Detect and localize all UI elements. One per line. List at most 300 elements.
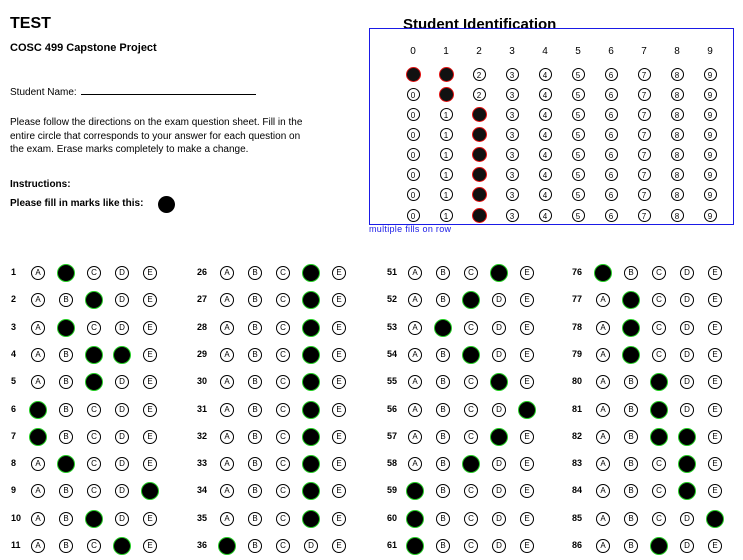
answer-bubble-q28-C[interactable]: C <box>276 321 290 335</box>
answer-bubble-q80-C[interactable] <box>650 373 668 391</box>
answer-bubble-q57-D[interactable] <box>490 428 508 446</box>
answer-bubble-q59-C[interactable]: C <box>464 484 478 498</box>
answer-bubble-q81-B[interactable]: B <box>624 403 638 417</box>
answer-bubble-q61-C[interactable]: C <box>464 539 478 553</box>
answer-bubble-q32-B[interactable]: B <box>248 430 262 444</box>
answer-bubble-q2-A[interactable]: A <box>31 293 45 307</box>
answer-bubble-q36-B[interactable]: B <box>248 539 262 553</box>
answer-bubble-q33-D[interactable] <box>302 455 320 473</box>
answer-bubble-q7-D[interactable]: D <box>115 430 129 444</box>
answer-bubble-q59-B[interactable]: B <box>436 484 450 498</box>
answer-bubble-q53-C[interactable]: C <box>464 321 478 335</box>
id-bubble-row1-digit4[interactable]: 4 <box>539 68 552 81</box>
id-bubble-row5-digit0[interactable]: 0 <box>407 148 420 161</box>
answer-bubble-q27-A[interactable]: A <box>220 293 234 307</box>
id-bubble-row8-digit4[interactable]: 4 <box>539 209 552 222</box>
answer-bubble-q77-E[interactable]: E <box>708 293 722 307</box>
id-bubble-row6-digit5[interactable]: 5 <box>572 168 585 181</box>
id-bubble-row1-digit3[interactable]: 3 <box>506 68 519 81</box>
answer-bubble-q5-E[interactable]: E <box>143 375 157 389</box>
answer-bubble-q10-B[interactable]: B <box>59 512 73 526</box>
id-bubble-row5-digit2[interactable] <box>472 147 487 162</box>
answer-bubble-q86-E[interactable]: E <box>708 539 722 553</box>
id-bubble-row5-digit3[interactable]: 3 <box>506 148 519 161</box>
id-bubble-row3-digit9[interactable]: 9 <box>704 108 717 121</box>
id-bubble-row3-digit6[interactable]: 6 <box>605 108 618 121</box>
answer-bubble-q83-C[interactable]: C <box>652 457 666 471</box>
answer-bubble-q9-B[interactable]: B <box>59 484 73 498</box>
answer-bubble-q84-C[interactable]: C <box>652 484 666 498</box>
answer-bubble-q7-B[interactable]: B <box>59 430 73 444</box>
id-bubble-row1-digit9[interactable]: 9 <box>704 68 717 81</box>
id-bubble-row4-digit3[interactable]: 3 <box>506 128 519 141</box>
answer-bubble-q54-D[interactable]: D <box>492 348 506 362</box>
answer-bubble-q31-B[interactable]: B <box>248 403 262 417</box>
answer-bubble-q27-E[interactable]: E <box>332 293 346 307</box>
answer-bubble-q59-E[interactable]: E <box>520 484 534 498</box>
id-bubble-row3-digit4[interactable]: 4 <box>539 108 552 121</box>
answer-bubble-q36-D[interactable]: D <box>304 539 318 553</box>
answer-bubble-q77-C[interactable]: C <box>652 293 666 307</box>
answer-bubble-q86-A[interactable]: A <box>596 539 610 553</box>
answer-bubble-q30-A[interactable]: A <box>220 375 234 389</box>
answer-bubble-q26-C[interactable]: C <box>276 266 290 280</box>
id-bubble-row2-digit1[interactable] <box>439 87 454 102</box>
answer-bubble-q11-D[interactable] <box>113 537 131 555</box>
answer-bubble-q58-D[interactable]: D <box>492 457 506 471</box>
answer-bubble-q3-A[interactable]: A <box>31 321 45 335</box>
answer-bubble-q35-D[interactable] <box>302 510 320 528</box>
answer-bubble-q60-D[interactable]: D <box>492 512 506 526</box>
id-bubble-row2-digit0[interactable]: 0 <box>407 88 420 101</box>
answer-bubble-q26-E[interactable]: E <box>332 266 346 280</box>
id-bubble-row2-digit4[interactable]: 4 <box>539 88 552 101</box>
answer-bubble-q31-D[interactable] <box>302 401 320 419</box>
answer-bubble-q55-E[interactable]: E <box>520 375 534 389</box>
answer-bubble-q55-B[interactable]: B <box>436 375 450 389</box>
answer-bubble-q28-E[interactable]: E <box>332 321 346 335</box>
answer-bubble-q55-D[interactable] <box>490 373 508 391</box>
id-bubble-row4-digit0[interactable]: 0 <box>407 128 420 141</box>
answer-bubble-q85-C[interactable]: C <box>652 512 666 526</box>
answer-bubble-q53-B[interactable] <box>434 319 452 337</box>
answer-bubble-q5-C[interactable] <box>85 373 103 391</box>
id-bubble-row6-digit0[interactable]: 0 <box>407 168 420 181</box>
id-bubble-row8-digit3[interactable]: 3 <box>506 209 519 222</box>
id-bubble-row6-digit7[interactable]: 7 <box>638 168 651 181</box>
id-bubble-row3-digit7[interactable]: 7 <box>638 108 651 121</box>
id-bubble-row7-digit5[interactable]: 5 <box>572 188 585 201</box>
answer-bubble-q76-D[interactable]: D <box>680 266 694 280</box>
answer-bubble-q57-B[interactable]: B <box>436 430 450 444</box>
answer-bubble-q59-A[interactable] <box>406 482 424 500</box>
answer-bubble-q58-A[interactable]: A <box>408 457 422 471</box>
answer-bubble-q8-D[interactable]: D <box>115 457 129 471</box>
answer-bubble-q26-B[interactable]: B <box>248 266 262 280</box>
answer-bubble-q6-C[interactable]: C <box>87 403 101 417</box>
answer-bubble-q51-A[interactable]: A <box>408 266 422 280</box>
answer-bubble-q79-E[interactable]: E <box>708 348 722 362</box>
answer-bubble-q83-E[interactable]: E <box>708 457 722 471</box>
id-bubble-row1-digit1[interactable] <box>439 67 454 82</box>
answer-bubble-q51-B[interactable]: B <box>436 266 450 280</box>
id-bubble-row6-digit2[interactable] <box>472 167 487 182</box>
answer-bubble-q4-E[interactable]: E <box>143 348 157 362</box>
answer-bubble-q36-A[interactable] <box>218 537 236 555</box>
answer-bubble-q80-B[interactable]: B <box>624 375 638 389</box>
answer-bubble-q80-A[interactable]: A <box>596 375 610 389</box>
answer-bubble-q27-B[interactable]: B <box>248 293 262 307</box>
answer-bubble-q60-E[interactable]: E <box>520 512 534 526</box>
answer-bubble-q77-B[interactable] <box>622 291 640 309</box>
answer-bubble-q61-B[interactable]: B <box>436 539 450 553</box>
answer-bubble-q6-A[interactable] <box>29 401 47 419</box>
answer-bubble-q1-B[interactable] <box>57 264 75 282</box>
answer-bubble-q32-A[interactable]: A <box>220 430 234 444</box>
id-bubble-row7-digit3[interactable]: 3 <box>506 188 519 201</box>
answer-bubble-q8-B[interactable] <box>57 455 75 473</box>
id-bubble-row7-digit8[interactable]: 8 <box>671 188 684 201</box>
id-bubble-row1-digit2[interactable]: 2 <box>473 68 486 81</box>
answer-bubble-q9-E[interactable] <box>141 482 159 500</box>
answer-bubble-q53-E[interactable]: E <box>520 321 534 335</box>
answer-bubble-q61-A[interactable] <box>406 537 424 555</box>
answer-bubble-q59-D[interactable]: D <box>492 484 506 498</box>
answer-bubble-q1-D[interactable]: D <box>115 266 129 280</box>
answer-bubble-q83-D[interactable] <box>678 455 696 473</box>
answer-bubble-q56-C[interactable]: C <box>464 403 478 417</box>
id-bubble-row2-digit2[interactable]: 2 <box>473 88 486 101</box>
answer-bubble-q10-D[interactable]: D <box>115 512 129 526</box>
answer-bubble-q52-D[interactable]: D <box>492 293 506 307</box>
answer-bubble-q9-C[interactable]: C <box>87 484 101 498</box>
answer-bubble-q61-D[interactable]: D <box>492 539 506 553</box>
answer-bubble-q32-C[interactable]: C <box>276 430 290 444</box>
id-bubble-row7-digit6[interactable]: 6 <box>605 188 618 201</box>
answer-bubble-q6-D[interactable]: D <box>115 403 129 417</box>
answer-bubble-q8-E[interactable]: E <box>143 457 157 471</box>
id-bubble-row3-digit8[interactable]: 8 <box>671 108 684 121</box>
answer-bubble-q34-E[interactable]: E <box>332 484 346 498</box>
answer-bubble-q33-C[interactable]: C <box>276 457 290 471</box>
id-bubble-row3-digit0[interactable]: 0 <box>407 108 420 121</box>
answer-bubble-q32-D[interactable] <box>302 428 320 446</box>
answer-bubble-q2-D[interactable]: D <box>115 293 129 307</box>
id-bubble-row4-digit6[interactable]: 6 <box>605 128 618 141</box>
answer-bubble-q78-E[interactable]: E <box>708 321 722 335</box>
answer-bubble-q28-B[interactable]: B <box>248 321 262 335</box>
answer-bubble-q26-A[interactable]: A <box>220 266 234 280</box>
answer-bubble-q2-B[interactable]: B <box>59 293 73 307</box>
answer-bubble-q86-D[interactable]: D <box>680 539 694 553</box>
answer-bubble-q9-A[interactable]: A <box>31 484 45 498</box>
id-bubble-row1-digit8[interactable]: 8 <box>671 68 684 81</box>
answer-bubble-q79-D[interactable]: D <box>680 348 694 362</box>
answer-bubble-q80-E[interactable]: E <box>708 375 722 389</box>
answer-bubble-q36-E[interactable]: E <box>332 539 346 553</box>
answer-bubble-q85-D[interactable]: D <box>680 512 694 526</box>
answer-bubble-q11-B[interactable]: B <box>59 539 73 553</box>
answer-bubble-q5-D[interactable]: D <box>115 375 129 389</box>
answer-bubble-q29-D[interactable] <box>302 346 320 364</box>
id-bubble-row4-digit8[interactable]: 8 <box>671 128 684 141</box>
answer-bubble-q33-B[interactable]: B <box>248 457 262 471</box>
answer-bubble-q3-E[interactable]: E <box>143 321 157 335</box>
answer-bubble-q4-B[interactable]: B <box>59 348 73 362</box>
answer-bubble-q79-B[interactable] <box>622 346 640 364</box>
answer-bubble-q5-A[interactable]: A <box>31 375 45 389</box>
answer-bubble-q1-A[interactable]: A <box>31 266 45 280</box>
answer-bubble-q11-C[interactable]: C <box>87 539 101 553</box>
answer-bubble-q52-C[interactable] <box>462 291 480 309</box>
id-bubble-row8-digit2[interactable] <box>472 208 487 223</box>
answer-bubble-q3-B[interactable] <box>57 319 75 337</box>
id-bubble-row1-digit7[interactable]: 7 <box>638 68 651 81</box>
answer-bubble-q55-C[interactable]: C <box>464 375 478 389</box>
answer-bubble-q26-D[interactable] <box>302 264 320 282</box>
answer-bubble-q82-E[interactable]: E <box>708 430 722 444</box>
answer-bubble-q76-A[interactable] <box>594 264 612 282</box>
answer-bubble-q84-D[interactable] <box>678 482 696 500</box>
answer-bubble-q30-E[interactable]: E <box>332 375 346 389</box>
answer-bubble-q78-D[interactable]: D <box>680 321 694 335</box>
answer-bubble-q3-D[interactable]: D <box>115 321 129 335</box>
answer-bubble-q54-C[interactable] <box>462 346 480 364</box>
id-bubble-row8-digit9[interactable]: 9 <box>704 209 717 222</box>
answer-bubble-q86-C[interactable] <box>650 537 668 555</box>
answer-bubble-q81-E[interactable]: E <box>708 403 722 417</box>
id-bubble-row3-digit5[interactable]: 5 <box>572 108 585 121</box>
answer-bubble-q10-A[interactable]: A <box>31 512 45 526</box>
answer-bubble-q6-B[interactable]: B <box>59 403 73 417</box>
answer-bubble-q8-A[interactable]: A <box>31 457 45 471</box>
answer-bubble-q28-D[interactable] <box>302 319 320 337</box>
answer-bubble-q57-C[interactable]: C <box>464 430 478 444</box>
answer-bubble-q30-C[interactable]: C <box>276 375 290 389</box>
answer-bubble-q10-E[interactable]: E <box>143 512 157 526</box>
answer-bubble-q30-B[interactable]: B <box>248 375 262 389</box>
id-bubble-row6-digit4[interactable]: 4 <box>539 168 552 181</box>
id-bubble-row3-digit2[interactable] <box>472 107 487 122</box>
answer-bubble-q56-A[interactable]: A <box>408 403 422 417</box>
answer-bubble-q56-B[interactable]: B <box>436 403 450 417</box>
answer-bubble-q3-C[interactable]: C <box>87 321 101 335</box>
answer-bubble-q34-C[interactable]: C <box>276 484 290 498</box>
id-bubble-row8-digit8[interactable]: 8 <box>671 209 684 222</box>
answer-bubble-q33-E[interactable]: E <box>332 457 346 471</box>
id-bubble-row6-digit3[interactable]: 3 <box>506 168 519 181</box>
answer-bubble-q51-D[interactable] <box>490 264 508 282</box>
answer-bubble-q79-A[interactable]: A <box>596 348 610 362</box>
id-bubble-row3-digit1[interactable]: 1 <box>440 108 453 121</box>
answer-bubble-q9-D[interactable]: D <box>115 484 129 498</box>
answer-bubble-q2-E[interactable]: E <box>143 293 157 307</box>
id-bubble-row1-digit5[interactable]: 5 <box>572 68 585 81</box>
id-bubble-row8-digit5[interactable]: 5 <box>572 209 585 222</box>
id-bubble-row7-digit7[interactable]: 7 <box>638 188 651 201</box>
answer-bubble-q57-E[interactable]: E <box>520 430 534 444</box>
answer-bubble-q55-A[interactable]: A <box>408 375 422 389</box>
answer-bubble-q35-A[interactable]: A <box>220 512 234 526</box>
id-bubble-row2-digit5[interactable]: 5 <box>572 88 585 101</box>
answer-bubble-q34-D[interactable] <box>302 482 320 500</box>
id-bubble-row4-digit9[interactable]: 9 <box>704 128 717 141</box>
id-bubble-row5-digit9[interactable]: 9 <box>704 148 717 161</box>
answer-bubble-q4-A[interactable]: A <box>31 348 45 362</box>
id-bubble-row4-digit7[interactable]: 7 <box>638 128 651 141</box>
answer-bubble-q60-B[interactable]: B <box>436 512 450 526</box>
answer-bubble-q4-C[interactable] <box>85 346 103 364</box>
id-bubble-row8-digit0[interactable]: 0 <box>407 209 420 222</box>
answer-bubble-q86-B[interactable]: B <box>624 539 638 553</box>
answer-bubble-q57-A[interactable]: A <box>408 430 422 444</box>
answer-bubble-q35-E[interactable]: E <box>332 512 346 526</box>
answer-bubble-q31-A[interactable]: A <box>220 403 234 417</box>
answer-bubble-q81-C[interactable] <box>650 401 668 419</box>
id-bubble-row8-digit7[interactable]: 7 <box>638 209 651 222</box>
answer-bubble-q85-E[interactable] <box>706 510 724 528</box>
id-bubble-row2-digit9[interactable]: 9 <box>704 88 717 101</box>
id-bubble-row5-digit6[interactable]: 6 <box>605 148 618 161</box>
answer-bubble-q56-D[interactable]: D <box>492 403 506 417</box>
answer-bubble-q51-E[interactable]: E <box>520 266 534 280</box>
answer-bubble-q53-A[interactable]: A <box>408 321 422 335</box>
answer-bubble-q58-C[interactable] <box>462 455 480 473</box>
answer-bubble-q80-D[interactable]: D <box>680 375 694 389</box>
answer-bubble-q81-D[interactable]: D <box>680 403 694 417</box>
id-bubble-row5-digit8[interactable]: 8 <box>671 148 684 161</box>
answer-bubble-q82-C[interactable] <box>650 428 668 446</box>
answer-bubble-q1-E[interactable]: E <box>143 266 157 280</box>
answer-bubble-q77-A[interactable]: A <box>596 293 610 307</box>
id-bubble-row7-digit1[interactable]: 1 <box>440 188 453 201</box>
answer-bubble-q84-A[interactable]: A <box>596 484 610 498</box>
id-bubble-row1-digit0[interactable] <box>406 67 421 82</box>
answer-bubble-q32-E[interactable]: E <box>332 430 346 444</box>
id-bubble-row4-digit2[interactable] <box>472 127 487 142</box>
answer-bubble-q31-C[interactable]: C <box>276 403 290 417</box>
answer-bubble-q52-A[interactable]: A <box>408 293 422 307</box>
answer-bubble-q4-D[interactable] <box>113 346 131 364</box>
answer-bubble-q29-C[interactable]: C <box>276 348 290 362</box>
id-bubble-row6-digit1[interactable]: 1 <box>440 168 453 181</box>
answer-bubble-q84-B[interactable]: B <box>624 484 638 498</box>
answer-bubble-q7-E[interactable]: E <box>143 430 157 444</box>
answer-bubble-q84-E[interactable]: E <box>708 484 722 498</box>
answer-bubble-q29-A[interactable]: A <box>220 348 234 362</box>
answer-bubble-q36-C[interactable]: C <box>276 539 290 553</box>
answer-bubble-q52-E[interactable]: E <box>520 293 534 307</box>
answer-bubble-q7-C[interactable]: C <box>87 430 101 444</box>
answer-bubble-q11-A[interactable]: A <box>31 539 45 553</box>
answer-bubble-q6-E[interactable]: E <box>143 403 157 417</box>
answer-bubble-q81-A[interactable]: A <box>596 403 610 417</box>
answer-bubble-q60-A[interactable] <box>406 510 424 528</box>
answer-bubble-q54-B[interactable]: B <box>436 348 450 362</box>
answer-bubble-q83-B[interactable]: B <box>624 457 638 471</box>
answer-bubble-q61-E[interactable]: E <box>520 539 534 553</box>
answer-bubble-q85-B[interactable]: B <box>624 512 638 526</box>
answer-bubble-q78-C[interactable]: C <box>652 321 666 335</box>
answer-bubble-q82-D[interactable] <box>678 428 696 446</box>
id-bubble-row6-digit8[interactable]: 8 <box>671 168 684 181</box>
id-bubble-row6-digit6[interactable]: 6 <box>605 168 618 181</box>
answer-bubble-q29-E[interactable]: E <box>332 348 346 362</box>
answer-bubble-q76-E[interactable]: E <box>708 266 722 280</box>
answer-bubble-q78-A[interactable]: A <box>596 321 610 335</box>
answer-bubble-q79-C[interactable]: C <box>652 348 666 362</box>
answer-bubble-q28-A[interactable]: A <box>220 321 234 335</box>
answer-bubble-q58-E[interactable]: E <box>520 457 534 471</box>
id-bubble-row2-digit6[interactable]: 6 <box>605 88 618 101</box>
id-bubble-row7-digit0[interactable]: 0 <box>407 188 420 201</box>
answer-bubble-q76-C[interactable]: C <box>652 266 666 280</box>
answer-bubble-q35-B[interactable]: B <box>248 512 262 526</box>
id-bubble-row7-digit2[interactable] <box>472 187 487 202</box>
id-bubble-row8-digit6[interactable]: 6 <box>605 209 618 222</box>
answer-bubble-q83-A[interactable]: A <box>596 457 610 471</box>
answer-bubble-q58-B[interactable]: B <box>436 457 450 471</box>
id-bubble-row5-digit5[interactable]: 5 <box>572 148 585 161</box>
answer-bubble-q82-B[interactable]: B <box>624 430 638 444</box>
answer-bubble-q34-A[interactable]: A <box>220 484 234 498</box>
answer-bubble-q52-B[interactable]: B <box>436 293 450 307</box>
answer-bubble-q78-B[interactable] <box>622 319 640 337</box>
id-bubble-row2-digit7[interactable]: 7 <box>638 88 651 101</box>
answer-bubble-q35-C[interactable]: C <box>276 512 290 526</box>
answer-bubble-q27-D[interactable] <box>302 291 320 309</box>
id-bubble-row4-digit4[interactable]: 4 <box>539 128 552 141</box>
answer-bubble-q27-C[interactable]: C <box>276 293 290 307</box>
answer-bubble-q76-B[interactable]: B <box>624 266 638 280</box>
id-bubble-row6-digit9[interactable]: 9 <box>704 168 717 181</box>
answer-bubble-q60-C[interactable]: C <box>464 512 478 526</box>
id-bubble-row7-digit9[interactable]: 9 <box>704 188 717 201</box>
id-bubble-row1-digit6[interactable]: 6 <box>605 68 618 81</box>
answer-bubble-q31-E[interactable]: E <box>332 403 346 417</box>
id-bubble-row4-digit1[interactable]: 1 <box>440 128 453 141</box>
id-bubble-row4-digit5[interactable]: 5 <box>572 128 585 141</box>
answer-bubble-q2-C[interactable] <box>85 291 103 309</box>
answer-bubble-q51-C[interactable]: C <box>464 266 478 280</box>
id-bubble-row5-digit7[interactable]: 7 <box>638 148 651 161</box>
answer-bubble-q54-E[interactable]: E <box>520 348 534 362</box>
answer-bubble-q56-E[interactable] <box>518 401 536 419</box>
answer-bubble-q53-D[interactable]: D <box>492 321 506 335</box>
id-bubble-row3-digit3[interactable]: 3 <box>506 108 519 121</box>
id-bubble-row5-digit1[interactable]: 1 <box>440 148 453 161</box>
id-bubble-row8-digit1[interactable]: 1 <box>440 209 453 222</box>
id-bubble-row5-digit4[interactable]: 4 <box>539 148 552 161</box>
id-bubble-row2-digit3[interactable]: 3 <box>506 88 519 101</box>
answer-bubble-q7-A[interactable] <box>29 428 47 446</box>
answer-bubble-q29-B[interactable]: B <box>248 348 262 362</box>
answer-bubble-q77-D[interactable]: D <box>680 293 694 307</box>
answer-bubble-q10-C[interactable] <box>85 510 103 528</box>
id-bubble-row7-digit4[interactable]: 4 <box>539 188 552 201</box>
answer-bubble-q34-B[interactable]: B <box>248 484 262 498</box>
answer-bubble-q85-A[interactable]: A <box>596 512 610 526</box>
answer-bubble-q11-E[interactable]: E <box>143 539 157 553</box>
answer-bubble-q54-A[interactable]: A <box>408 348 422 362</box>
answer-bubble-q82-A[interactable]: A <box>596 430 610 444</box>
answer-bubble-q1-C[interactable]: C <box>87 266 101 280</box>
answer-bubble-q30-D[interactable] <box>302 373 320 391</box>
answer-bubble-q8-C[interactable]: C <box>87 457 101 471</box>
answer-bubble-q5-B[interactable]: B <box>59 375 73 389</box>
id-bubble-row2-digit8[interactable]: 8 <box>671 88 684 101</box>
answer-bubble-q33-A[interactable]: A <box>220 457 234 471</box>
